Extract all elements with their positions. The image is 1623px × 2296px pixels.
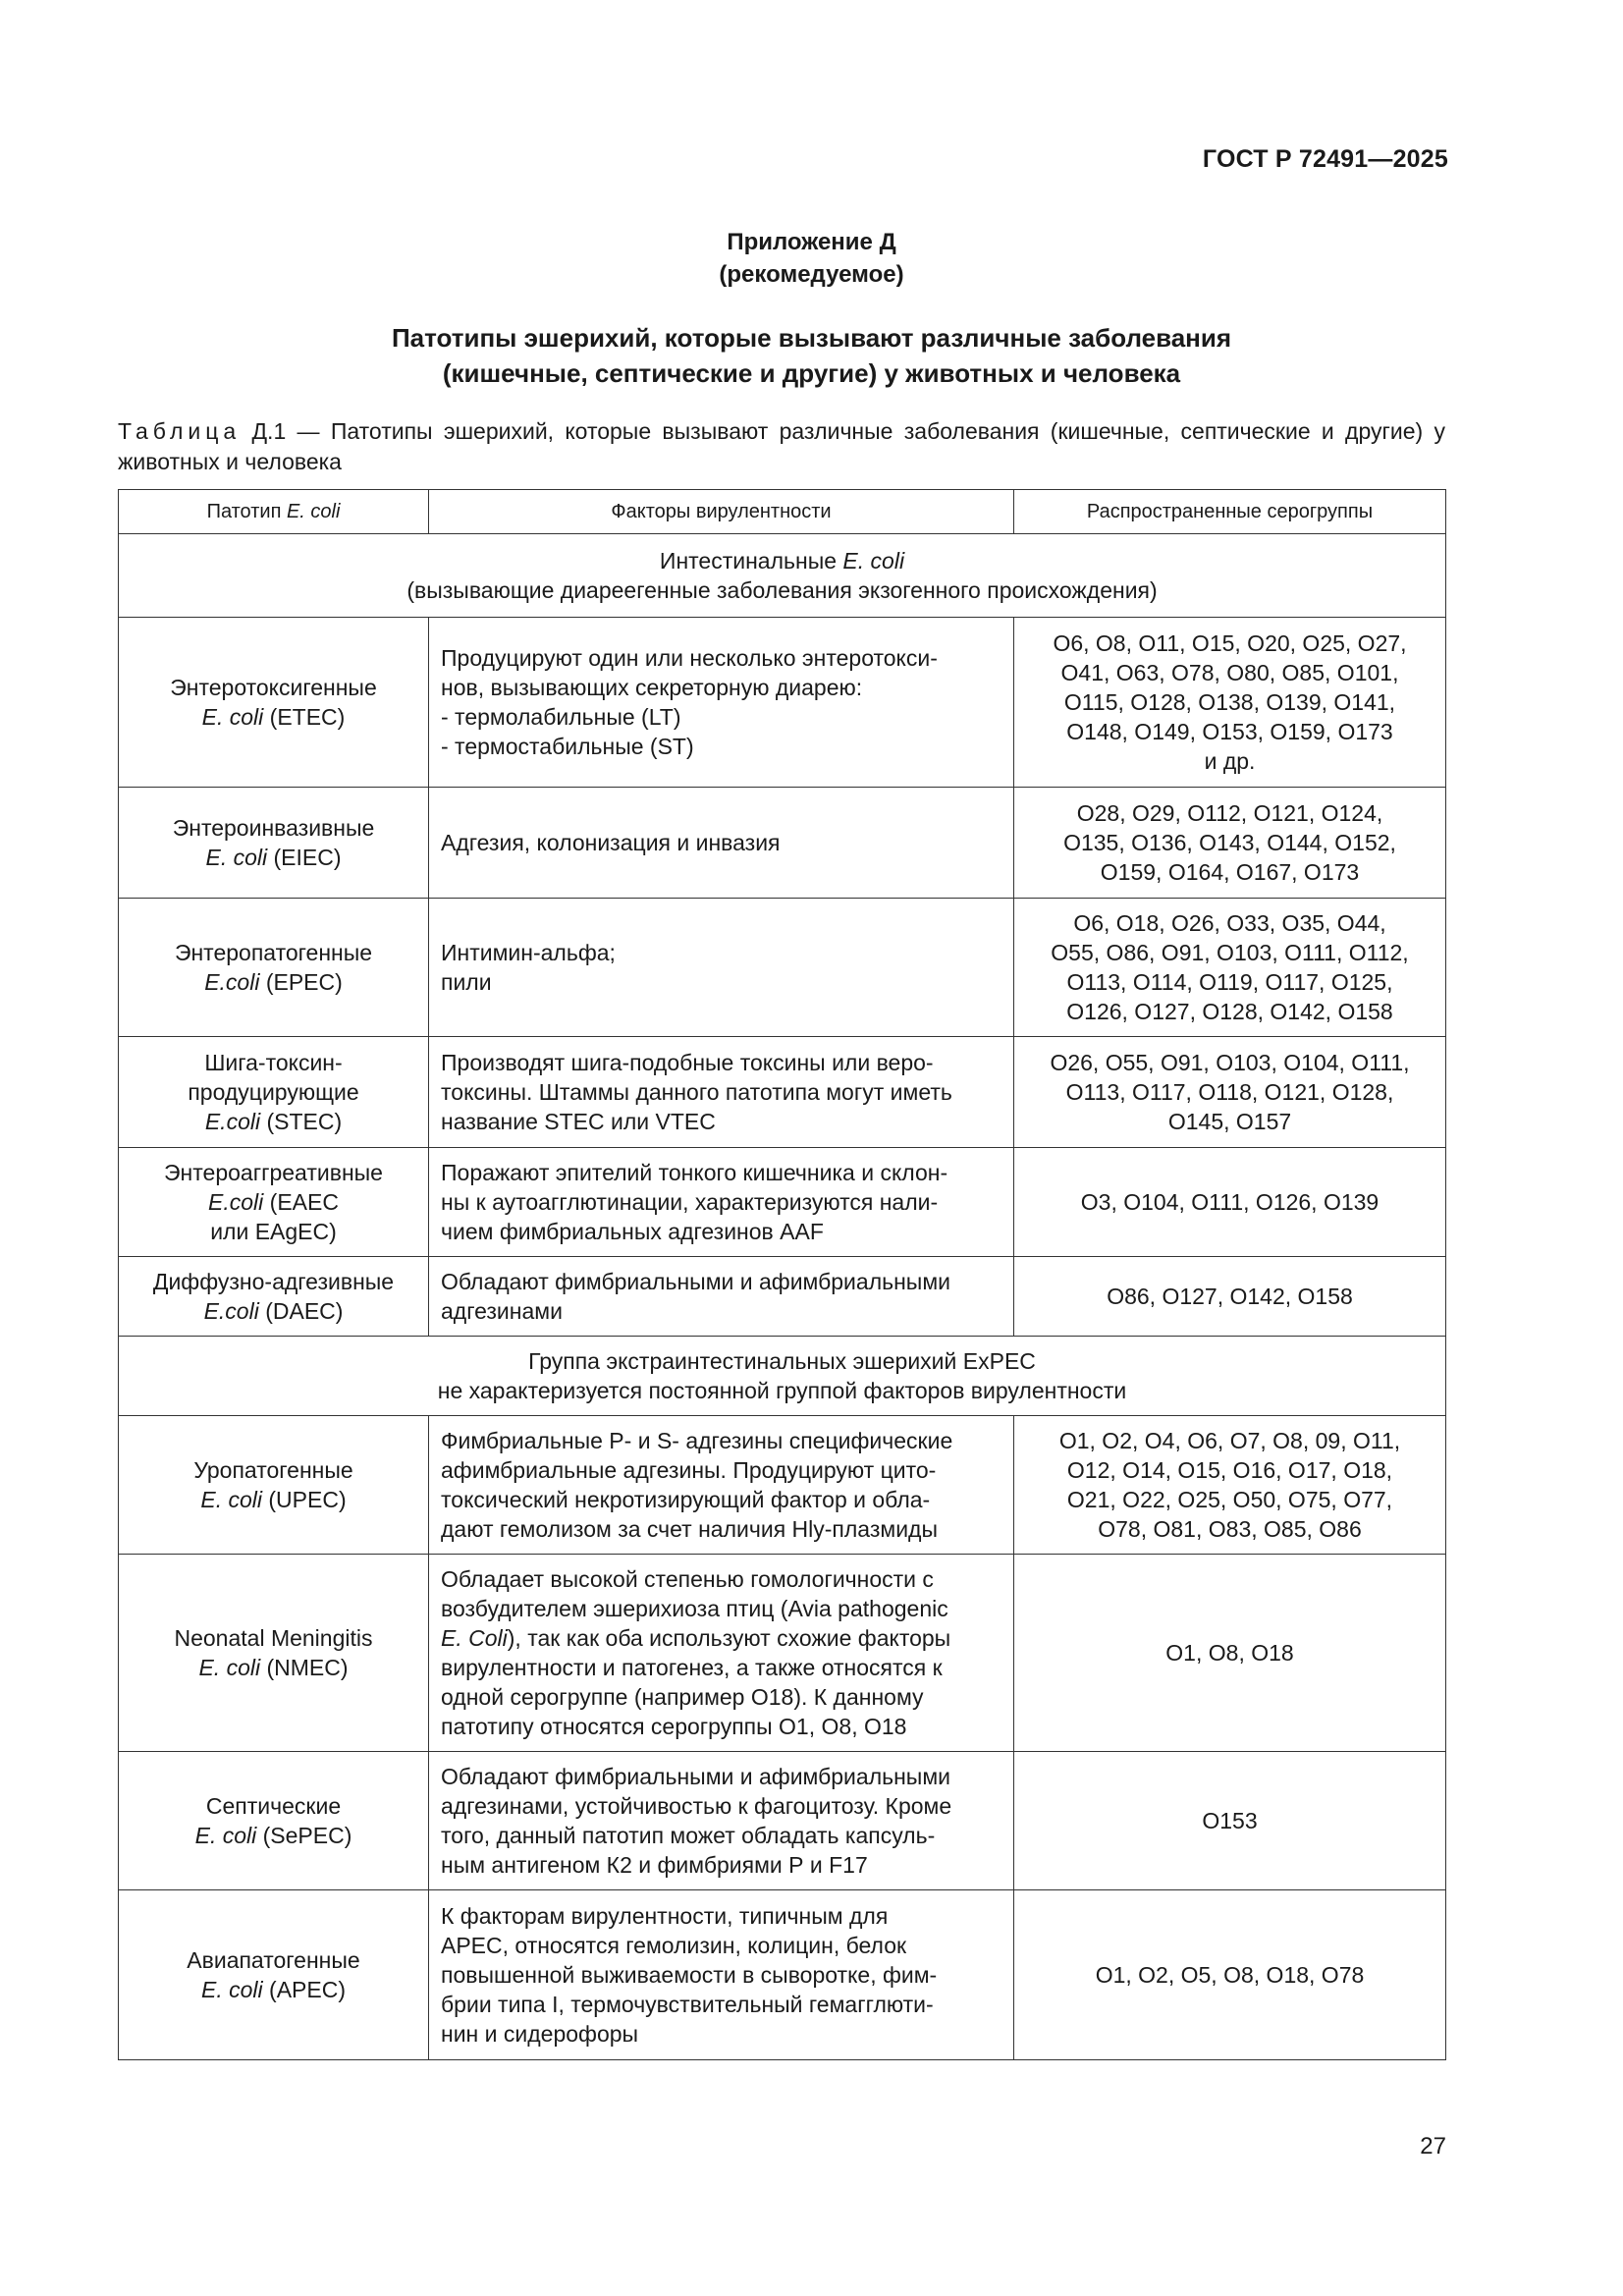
virulence-factors-cell: [429, 788, 1014, 899]
virulence-factors-line: Обладает высокой степенью гомологичности с: [441, 1566, 934, 1592]
pathotype-abbreviation: (UPEC): [262, 1487, 347, 1512]
serogroups-cell: [1014, 1037, 1446, 1148]
virulence-factors-line: Обладают фимбриальными и афимбриальными: [441, 1269, 950, 1294]
virulence-factors-line: адгезинами: [441, 1298, 563, 1324]
pathotype-species: E.coli: [203, 1298, 259, 1324]
section-header-line2: (вызывающие диареегенные заболевания экзогенного происхождения): [406, 577, 1158, 603]
pathotype-species: E. coli: [200, 1487, 262, 1512]
virulence-factors-line: вирулентности и патогенез, а также относятся к: [441, 1655, 943, 1680]
serogroups-line: O28, O29, O112, O121, O124,: [1076, 800, 1383, 826]
pathotype-species-line: [131, 1485, 416, 1514]
virulence-factors-line: повышенной выживаемости в сыворотке, фим-: [441, 1962, 938, 1988]
table-caption: [118, 416, 1445, 477]
pathotype-species: E.coli: [204, 1109, 261, 1134]
virulence-factors-cell: [429, 1037, 1014, 1148]
section-header: [119, 534, 1446, 618]
pathotype-name: Энтероинвазивные: [172, 815, 375, 841]
appendix-status: (рекомедуемое): [719, 261, 904, 288]
virulence-factors-line: К факторам вирулентности, типичным для: [441, 1903, 889, 1929]
serogroups-line: O145, O157: [1167, 1109, 1292, 1134]
serogroups-line: O21, O22, O25, O50, O75, O77,: [1066, 1487, 1393, 1512]
pathotype-abbreviation: (EAEC: [263, 1189, 339, 1215]
appendix-title-line2: (кишечные, септические и другие) у животных и человека: [442, 358, 1181, 388]
column-header-pathotype: [119, 490, 429, 534]
virulence-factors-cell: [429, 899, 1014, 1037]
table-row: [119, 899, 1446, 1037]
virulence-factors-cell: [429, 1416, 1014, 1555]
table-caption-label: Таблица: [118, 418, 242, 444]
pathotype-species: E. coli: [194, 1823, 257, 1848]
pathotype-cell: [119, 788, 429, 899]
section-header-line1: [131, 546, 1434, 575]
serogroups-line: O6, O8, O11, O15, O20, O25, O27,: [1053, 630, 1407, 656]
pathotype-cell: [119, 618, 429, 788]
virulence-factors-line: Производят шига-подобные токсины или веро-: [441, 1050, 934, 1075]
species-name: E. Coli: [441, 1625, 508, 1651]
virulence-factors-line: Интимин-альфа;: [441, 940, 616, 965]
serogroups-cell: [1014, 1257, 1446, 1337]
pathotype-cell: [119, 1416, 429, 1555]
pathotype-species: E. coli: [198, 1655, 261, 1680]
serogroups-line: O1, O8, O18: [1165, 1640, 1294, 1666]
serogroups-cell: [1014, 618, 1446, 788]
section-header-line2: не характеризуется постоянной группой факторов вирулентности: [437, 1378, 1127, 1403]
serogroups-cell: [1014, 1555, 1446, 1752]
serogroups-line: O41, O63, O78, O80, O85, O101,: [1060, 660, 1399, 685]
pathotype-species-line: [131, 967, 416, 997]
serogroups-line: O1, O2, O5, O8, O18, O78: [1095, 1962, 1365, 1988]
pathotype-abbreviation: (ETEC): [263, 704, 346, 730]
section-header-text: Интестинальные: [659, 548, 843, 574]
appendix-heading: [0, 226, 1623, 291]
pathotype-abbreviation: (DAEC): [258, 1298, 344, 1324]
serogroups-cell: [1014, 1416, 1446, 1555]
section-header-row: [119, 1337, 1446, 1416]
pathotype-cell: [119, 1555, 429, 1752]
virulence-factors-line: того, данный патотип может обладать капсуль-: [441, 1823, 936, 1848]
pathotype-species-line: [131, 1975, 416, 2004]
virulence-factors-line: ны к аутоагглютинации, характеризуются нали-: [441, 1189, 939, 1215]
pathotype-cell: [119, 1890, 429, 2060]
pathotype-name-continued: продуцирующие: [188, 1079, 359, 1105]
serogroups-line: и др.: [1204, 748, 1256, 774]
pathotype-name: Шига-токсин-: [204, 1050, 343, 1075]
virulence-factors-line: Обладают фимбриальными и афимбриальными: [441, 1764, 950, 1789]
virulence-factors-line: пили: [441, 969, 492, 995]
pathotype-abbreviation: (SePEC): [256, 1823, 352, 1848]
section-header-row: [119, 534, 1446, 618]
pathotype-name: Уропатогенные: [193, 1457, 353, 1483]
pathotype-species-line: [131, 702, 416, 732]
pathotype-species: E. coli: [201, 704, 264, 730]
serogroups-line: O135, O136, O143, O144, O152,: [1063, 830, 1396, 855]
pathotype-name: Энтероаггреативные: [164, 1160, 383, 1185]
pathotype-species-line: [131, 1821, 416, 1850]
column-header-pathotype-text: Патотип: [206, 501, 287, 522]
serogroups-line: O159, O164, O167, O173: [1100, 859, 1360, 885]
pathotype-abbreviation: (APEC): [262, 1977, 346, 2002]
virulence-factors-cell: [429, 1752, 1014, 1890]
serogroups-line: O113, O117, O118, O121, O128,: [1065, 1079, 1394, 1105]
serogroups-line: O115, O128, O138, O139, O141,: [1063, 689, 1396, 715]
serogroups-line: O55, O86, O91, O103, O111, O112,: [1051, 940, 1409, 965]
section-header-species: E. coli: [842, 548, 905, 574]
serogroups-cell: [1014, 1752, 1446, 1890]
pathotype-species: E. coli: [201, 1977, 263, 2002]
table-row: [119, 618, 1446, 788]
appendix-title: [0, 320, 1623, 391]
serogroups-line: O12, O14, O15, O16, O17, O18,: [1066, 1457, 1393, 1483]
table-row: [119, 1257, 1446, 1337]
section-header-line1: Группа экстраинтестинальных эшерихий ExPEC: [528, 1348, 1036, 1374]
pathotype-cell: [119, 899, 429, 1037]
pathotype-species: E.coli: [204, 969, 260, 995]
column-header-pathotype-species: E. coli: [286, 501, 341, 522]
serogroups-line: O26, O55, O91, O103, O104, O111,: [1050, 1050, 1410, 1075]
pathotype-name: Энтеропатогенные: [174, 940, 373, 965]
pathotype-abbreviation-alt: или EAgEC): [210, 1219, 337, 1244]
virulence-factors-line: Адгезия, колонизация и инвазия: [441, 830, 781, 855]
virulence-factors-line: чием фимбриальных адгезинов AAF: [441, 1219, 824, 1244]
virulence-factors-cell: [429, 618, 1014, 788]
pathotype-species-line: [131, 1653, 416, 1682]
virulence-factors-line: патотипу относятся серогруппы O1, O8, O18: [441, 1714, 907, 1739]
virulence-factors-line: название STEC или VTEC: [441, 1109, 716, 1134]
virulence-factors-line: брии типа I, термочувствительный гемагглюти-: [441, 1992, 934, 2017]
pathotype-name: Авиапатогенные: [187, 1947, 360, 1973]
document-code: ГОСТ Р 72491—2025: [1202, 145, 1448, 173]
pathotype-cell: [119, 1037, 429, 1148]
virulence-factors-line: APEC, относятся гемолизин, колицин, белок: [441, 1933, 907, 1958]
virulence-factors-line: - термолабильные (LT): [441, 704, 681, 730]
table-header-row: [119, 490, 1446, 534]
table-row: [119, 1555, 1446, 1752]
serogroups-cell: [1014, 899, 1446, 1037]
pathotype-species: E. coli: [205, 845, 268, 870]
virulence-factors-line: токсический некротизирующий фактор и обла-: [441, 1487, 931, 1512]
virulence-factors-cell: [429, 1148, 1014, 1257]
serogroups-line: O78, O81, O83, O85, O86: [1098, 1516, 1362, 1542]
pathotype-species-line: [131, 1296, 416, 1326]
pathotype-species-line: [131, 1187, 416, 1217]
column-header-factors: Факторы вирулентности: [429, 490, 1014, 534]
virulence-factors-line: афимбриальные адгезины. Продуцируют цито-: [441, 1457, 937, 1483]
table-row: [119, 1416, 1446, 1555]
pathotype-species-line: [131, 1107, 416, 1136]
virulence-factors-line: нов, вызывающих секреторную диарею:: [441, 675, 863, 700]
virulence-factors-line: Фимбриальные Р- и S- адгезины специфические: [441, 1428, 953, 1453]
pathotype-name: Септические: [205, 1793, 342, 1819]
pathotype-name: Neonatal Meningitis: [174, 1625, 373, 1651]
virulence-factors-line: токсины. Штаммы данного патотипа могут иметь: [441, 1079, 952, 1105]
virulence-factors-cell: [429, 1257, 1014, 1337]
virulence-factors-line: адгезинами, устойчивостью к фагоцитозу. Кроме: [441, 1793, 952, 1819]
serogroups-line: O126, O127, O128, O142, O158: [1066, 999, 1393, 1024]
pathotype-name: Энтеротоксигенные: [170, 675, 377, 700]
pathotype-abbreviation: (EIEC): [267, 845, 342, 870]
section-header: [119, 1337, 1446, 1416]
virulence-factors-cell: [429, 1555, 1014, 1752]
virulence-factors-line: Продуцируют один или несколько энтеротокси-: [441, 645, 938, 671]
column-header-serogroups: Распространенные серогруппы: [1014, 490, 1446, 534]
pathotype-cell: [119, 1752, 429, 1890]
virulence-factors-cell: [429, 1890, 1014, 2060]
pathotype-cell: [119, 1148, 429, 1257]
serogroups-line: O86, O127, O142, O158: [1107, 1284, 1353, 1309]
serogroups-cell: [1014, 788, 1446, 899]
table-row: [119, 1148, 1446, 1257]
virulence-factors-line: E. Coli), так как оба используют схожие факторы: [441, 1625, 951, 1651]
pathotype-abbreviation: (EPEC): [259, 969, 343, 995]
table-caption-text: Д.1 — Патотипы эшерихий, которые вызывают различные заболевания (кишечные, септические и другие) у животных и человека: [118, 418, 1445, 474]
pathotypes-table: [118, 489, 1446, 2060]
appendix-label: Приложение Д: [727, 229, 896, 255]
serogroups-line: O3, O104, O111, O126, O139: [1080, 1189, 1380, 1215]
virulence-factors-line: - термостабильные (ST): [441, 734, 694, 759]
appendix-title-line1: Патотипы эшерихий, которые вызывают различные заболевания: [391, 323, 1232, 353]
serogroups-line: O113, O114, O119, O117, O125,: [1066, 969, 1393, 995]
serogroups-line: O153: [1202, 1808, 1258, 1833]
serogroups-line: O148, O149, O153, O159, O173: [1066, 719, 1393, 744]
pathotype-species-line: [131, 843, 416, 872]
pathotype-abbreviation: (NMEC): [260, 1655, 349, 1680]
pathotype-species: E.coli: [208, 1189, 264, 1215]
pathotype-abbreviation: (STEC): [260, 1109, 343, 1134]
virulence-factors-line: Поражают эпителий тонкого кишечника и склон-: [441, 1160, 948, 1185]
serogroups-line: O6, O18, O26, O33, O35, O44,: [1073, 910, 1386, 936]
table-row: [119, 788, 1446, 899]
serogroups-cell: [1014, 1148, 1446, 1257]
virulence-factors-line: возбудителем эшерихиоза птиц (Avia pathogenic: [441, 1596, 948, 1621]
virulence-factors-line: одной серогруппе (например O18). К данному: [441, 1684, 924, 1710]
page-number: 27: [1420, 2133, 1446, 2159]
table-row: [119, 1037, 1446, 1148]
serogroups-line: O1, O2, O4, O6, O7, O8, 09, O11,: [1058, 1428, 1401, 1453]
table-row: [119, 1890, 1446, 2060]
virulence-factors-line: дают гемолизом за счет наличия Hly-плазмиды: [441, 1516, 938, 1542]
table-row: [119, 1752, 1446, 1890]
pathotype-name: Диффузно-адгезивные: [152, 1269, 395, 1294]
serogroups-cell: [1014, 1890, 1446, 2060]
pathotype-cell: [119, 1257, 429, 1337]
table-body: [119, 534, 1446, 2060]
virulence-factors-line: нин и сидерофоры: [441, 2021, 639, 2047]
virulence-factors-line: ным антигеном К2 и фимбриями Р и F17: [441, 1852, 868, 1878]
